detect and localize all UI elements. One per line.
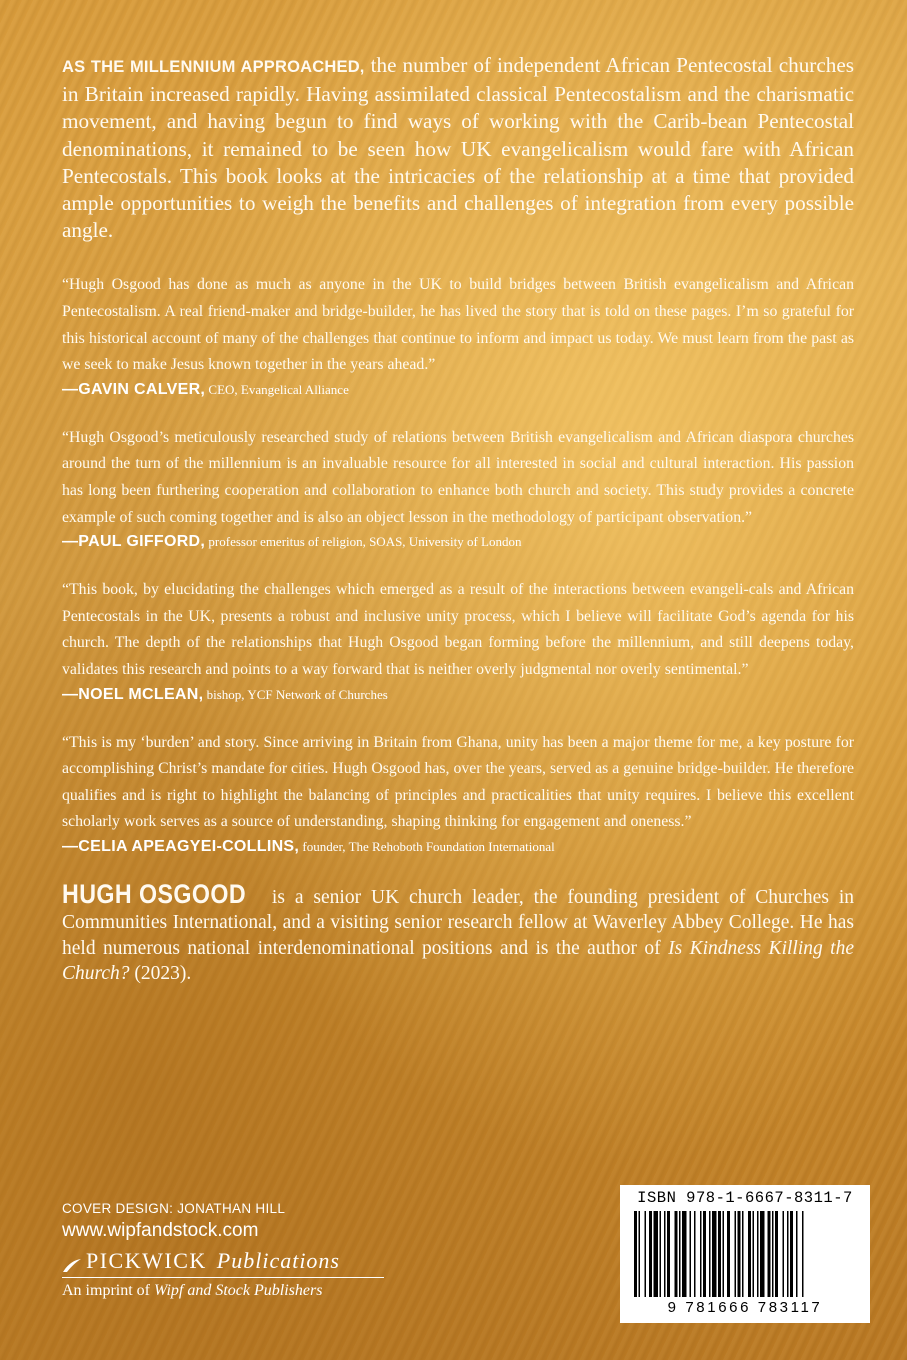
endorsement-quote: “This book, by elucidating the challenges which emerged as a result of the interactions between evangeli-cals and African Pentecostals in the UK, presents a robust and inclusive unity process, which I believe will facilitate God’s agenda for his church. The depth of the relationships that Hugh Osgood began forming before the millennium, and still deepens today, validates this research and points to a way forward that is neither overly judgmental nor overly sentimental.”: [62, 581, 854, 678]
endorsement: [62, 425, 854, 553]
imprint-line: [62, 1281, 402, 1301]
barcode-bar: [738, 1211, 741, 1297]
barcode-bar: [660, 1211, 662, 1297]
imprint-prefix: An imprint of: [62, 1282, 154, 1299]
author-book-title: Is Kindness Killing the Church?: [62, 937, 854, 985]
barcode-bar: [727, 1211, 730, 1297]
publisher-rule: [62, 1277, 384, 1278]
endorser-role: bishop, YCF Network of Churches: [203, 686, 388, 702]
barcode-bar: [645, 1211, 647, 1297]
endorsement: [62, 730, 854, 858]
endorsement-attribution: [62, 531, 854, 553]
endorser-role: professor emeritus of religion, SOAS, University of London: [205, 534, 522, 550]
barcode-bar: [664, 1211, 666, 1297]
barcode-bar: [757, 1211, 759, 1297]
barcode-bar: [712, 1211, 717, 1297]
blurb-text: the number of independent African Pentecostal churches in Britain increased rapidly. Having assimilated classical Pentecostalism and the charismatic movement, and having begun to find ways of working with the Carib-bean Pentecostal denominations, it remained to be seen how UK evangelicalism would fare with African Pentecostals. This book looks at the intricacies of the relationship at a time that provided ample opportunities to weigh the benefits and challenges of integration from every possible angle.: [62, 53, 854, 243]
endorser-name: —NOEL MCLEAN,: [62, 685, 204, 703]
endorsement-attribution: [62, 684, 854, 706]
blurb-lead: AS THE MILLENNIUM APPROACHED,: [62, 58, 365, 76]
barcode-bar: [690, 1211, 692, 1297]
barcode-bar: [675, 1211, 678, 1297]
barcode-icon: [632, 1211, 858, 1299]
endorsement: [62, 577, 854, 705]
endorser-name: —GAVIN CALVER,: [62, 380, 206, 398]
barcode-bar: [802, 1211, 804, 1297]
endorser-role: founder, The Rehoboth Foundation International: [299, 838, 555, 854]
endorsement-attribution: [62, 836, 854, 858]
endorser-name: —PAUL GIFFORD,: [62, 533, 206, 551]
publisher-logo: [62, 1248, 402, 1274]
endorsement-quote: “Hugh Osgood’s meticulously researched study of relations between British evangelicalism and African diaspora churches around the turn of the millennium is an invaluable resource for all interested in social and cultural interaction. His passion has long been furthering cooperation and collaboration to enhance both church and society. This study provides a concrete example of such coming together and is also an object lesson in the methodology of participant observation.”: [62, 428, 854, 526]
barcode-bar: [723, 1211, 725, 1297]
endorser-role: CEO, Evangelical Alliance: [205, 381, 349, 397]
barcode-bar: [649, 1211, 652, 1297]
barcode-bar: [748, 1211, 751, 1297]
barcode-bar: [790, 1211, 793, 1297]
barcode-bar: [735, 1211, 737, 1297]
barcode-bar: [682, 1211, 687, 1297]
barcode-bar: [639, 1211, 641, 1297]
author-bio-end: (2023).: [129, 963, 192, 985]
barcode-bar: [654, 1211, 659, 1297]
barcode-bar: [700, 1211, 702, 1297]
barcode-bar: [787, 1211, 789, 1297]
barcode-bar: [775, 1211, 778, 1297]
barcode-bar: [753, 1211, 755, 1297]
barcode-bar: [703, 1211, 706, 1297]
barcode-digits: 9 781666 783117: [667, 1299, 823, 1316]
endorsement-quote: “This is my ‘burden’ and story. Since arriving in Britain from Ghana, unity has been a major theme for me, a key posture for accomplishing Christ’s mandate for cities. Hugh Osgood has, over the years, served as a genuine bridge-builder. He therefore qualifies and is right to highlight the balancing of principles and practicalities that unity requires. I believe this excellent scholarly work serves as a source of understanding, shaping thinking for engagement and oneness.”: [62, 733, 854, 831]
publisher-name: PICKWICK: [86, 1248, 207, 1273]
author-bio-text: is a senior UK church leader, the founding president of Churches in Communities International, and a visiting senior research fellow at Waverley Abbey College. He has held numerous national interdenominational positions and is the author of: [62, 886, 854, 959]
barcode-bar: [742, 1211, 744, 1297]
barcode-bar: [783, 1211, 785, 1297]
endorsement-quote: “Hugh Osgood has done as much as anyone in the UK to build bridges between British evangelicalism and African Pentecostalism. A real friend-maker and bridge-builder, he has lived the story that is told on these pages. I’m so grateful for this historical account of many of the challenges that continue to inform and impact us today. We must learn from the past as we seek to make Jesus known together in the years ahead.”: [62, 276, 854, 374]
imprint-name: Wipf and Stock Publishers: [154, 1282, 323, 1299]
barcode-bar: [768, 1211, 771, 1297]
author-name: HUGH OSGOOD: [62, 878, 247, 909]
barcode-bar: [796, 1211, 798, 1297]
endorsement-attribution: [62, 379, 854, 401]
isbn-barcode: [620, 1185, 870, 1323]
barcode-bar: [667, 1211, 670, 1297]
publisher-website: www.wipfandstock.com: [62, 1220, 259, 1241]
barcode-bar: [772, 1211, 774, 1297]
barcode-bar: [760, 1211, 765, 1297]
isbn-number: ISBN 978-1-6667-8311-7: [637, 1189, 853, 1207]
barcode-bar: [634, 1211, 637, 1297]
author-bio: [62, 878, 854, 987]
barcode-bar: [679, 1211, 681, 1297]
barcode-bar: [694, 1211, 696, 1297]
endorsement: [62, 272, 854, 400]
back-cover-text: [62, 52, 854, 987]
publisher-suffix: Publications: [216, 1248, 340, 1273]
quill-icon: [62, 1258, 82, 1274]
book-blurb: [62, 52, 854, 244]
publisher-footer: [62, 1200, 402, 1301]
cover-design-credit: COVER DESIGN: JONATHAN HILL: [62, 1201, 286, 1216]
barcode-bar: [718, 1211, 721, 1297]
barcode-bar: [709, 1211, 711, 1297]
endorser-name: —CELIA APEAGYEI-COLLINS,: [62, 837, 300, 855]
